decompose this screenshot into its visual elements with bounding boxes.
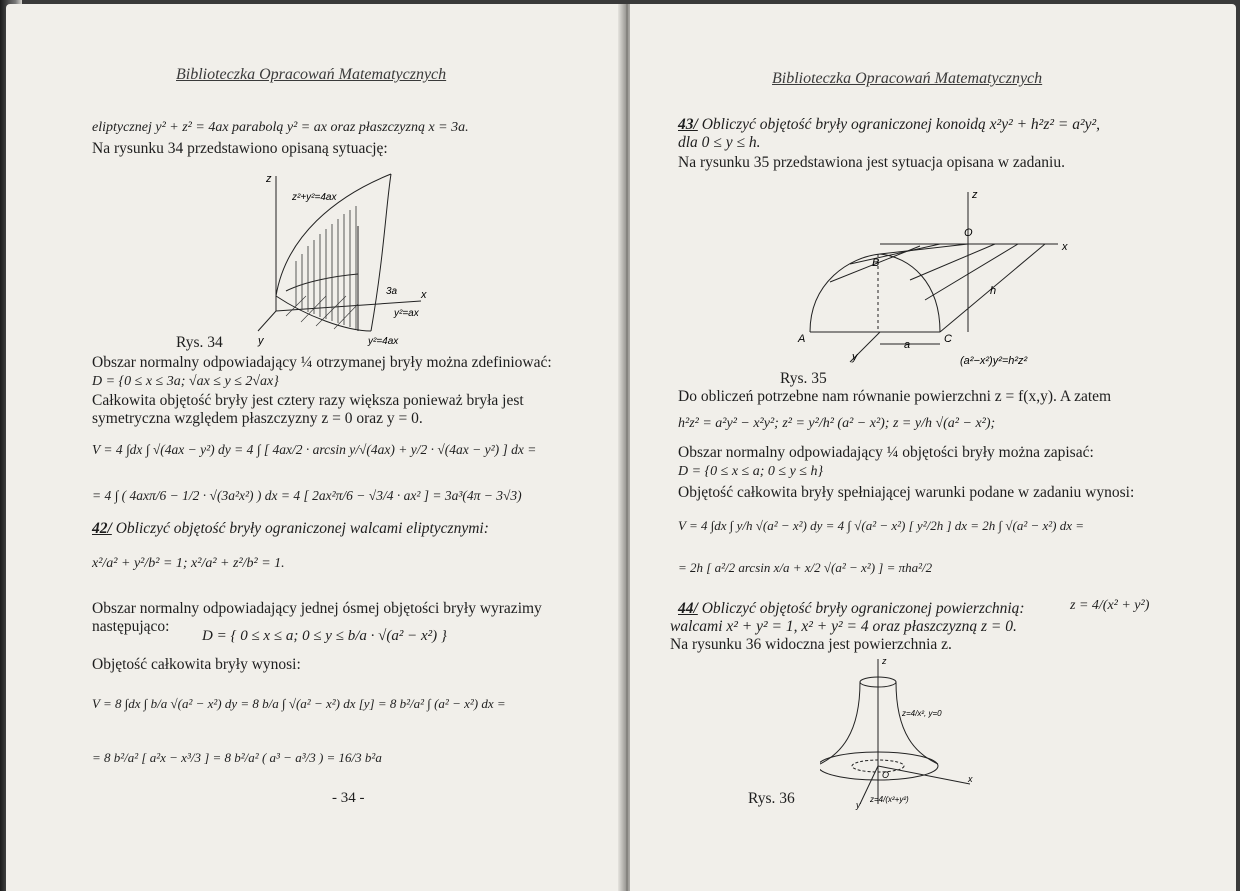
- symmetric-text: symetryczna względem płaszczyzny z = 0 oraz y = 0.: [92, 410, 423, 427]
- equation: = 2h [ a²/2 arcsin x/a + x/2 √(a² − x²) ] = πha²/2: [678, 560, 933, 575]
- figure-34: [246, 166, 436, 366]
- axis-y-label: y: [852, 351, 858, 363]
- task-text: Obliczyć objętość bryły ograniczonej walcami eliptycznymi:: [115, 520, 489, 537]
- task-number: 42/: [92, 520, 112, 537]
- equation: = 4 ∫ ( 4axπ/6 − 1/2 · √(3a²x²) ) dx = 4 [ 2ax²π/6 − √3/4 · ax² ] = 3a³(4π − 3√3): [92, 488, 522, 503]
- volume-text: Objętość całkowita bryły wynosi:: [92, 656, 301, 673]
- region-text: Obszar normalny odpowiadający ¼ otrzymanej bryły można zdefiniować:: [92, 354, 552, 371]
- page-header: Biblioteczka Opracowań Matematycznych: [176, 66, 447, 83]
- region2-text: Obszar normalny odpowiadający jednej ósmej objętości bryły wyrazimy: [92, 600, 542, 617]
- axis-x-label: x: [968, 774, 973, 784]
- equation: V = 4 ∫dx ∫ y/h √(a² − x²) dy = 4 ∫ √(a² − x²) [ y²/2h ] dx = 2h ∫ √(a² − x²) dx =: [678, 518, 1085, 533]
- parabola-label: y²=ax: [394, 308, 419, 319]
- region2-definition: D = { 0 ≤ x ≤ a; 0 ≤ y ≤ b/a · √(a² − x²) }: [202, 628, 447, 644]
- surface-label: z=4/(x²+y²): [870, 795, 909, 804]
- top-curve-label: z=4/x², y=0: [902, 709, 942, 718]
- equation: V = 4 ∫dx ∫ √(4ax − y²) dy = 4 ∫ [ 4ax/2 · arcsin y/√(4ax) + y/2 · √(4ax − y²) ] dx =: [92, 442, 537, 457]
- intro-line: eliptycznej y² + z² = 4ax parabolą y² = ax oraz płaszczyzną x = 3a.: [92, 120, 469, 135]
- axis-y-label: y: [856, 800, 861, 810]
- page-number: - 34 -: [332, 790, 365, 806]
- region-definition: D = {0 ≤ x ≤ 3a; √ax ≤ y ≤ 2√ax}: [92, 374, 279, 389]
- region-text: Obszar normalny odpowiadający ¼ objętości bryły można zapisać:: [678, 444, 1094, 461]
- length-a-label: a: [904, 339, 911, 351]
- surface-text: Do obliczeń potrzebne nam równanie powierzchni z = f(x,y). A zatem: [678, 388, 1112, 405]
- figure-35: [790, 182, 1090, 372]
- task2-line: walcami x² + y² = 1, x² + y² = 4 oraz płaszczyzną z = 0.: [670, 618, 1017, 635]
- surface-equation: h²z² = a²y² − x²y²; z² = y²/h² (a² − x²); z = y/h √(a² − x²);: [678, 416, 996, 431]
- axis-y-label: y: [258, 335, 264, 347]
- figure-caption: Rys. 35: [780, 370, 827, 387]
- point-o-label: O: [964, 227, 973, 239]
- task-43: [678, 116, 1100, 134]
- intro-line: Na rysunku 34 przedstawiono opisaną sytuację:: [92, 140, 388, 157]
- region2-text: następująco:: [92, 618, 170, 635]
- point-c-label: C: [944, 333, 952, 345]
- origin-label: O: [882, 770, 890, 780]
- task-number: 44/: [678, 600, 698, 617]
- surface-label: z²+y²=4ax: [292, 192, 337, 203]
- figure-intro: Na rysunku 35 przedstawiona jest sytuacja opisana w zadaniu.: [678, 154, 1065, 171]
- label-3a: 3a: [386, 286, 398, 297]
- task-text: Obliczyć objętość bryły ograniczonej powierzchnią:: [701, 600, 1025, 617]
- length-h-label: h: [990, 285, 997, 297]
- equation: V = 8 ∫dx ∫ b/a √(a² − x²) dy = 8 b/a ∫ √(a² − x²) dx [y] = 8 b²/a² ∫ (a² − x²) dx =: [92, 696, 506, 711]
- axis-z-label: z: [266, 173, 272, 185]
- task2-equation: z = 4/(x² + y²): [1070, 598, 1150, 613]
- figure2-intro: Na rysunku 36 widoczna jest powierzchnia z.: [670, 636, 952, 653]
- figure-caption: Rys. 34: [176, 334, 223, 351]
- left-page: [6, 4, 626, 891]
- task-number: 43/: [678, 116, 698, 133]
- figure-caption: Rys. 36: [748, 790, 795, 807]
- axis-z-label: z: [972, 189, 978, 201]
- task-42: [92, 520, 489, 538]
- surface-equation-label: (a²−x²)y²=h²z²: [960, 355, 1028, 367]
- right-page: [630, 4, 1236, 891]
- point-a-label: A: [798, 333, 806, 345]
- axis-x-label: x: [1062, 241, 1068, 253]
- page-header: Biblioteczka Opracowań Matematycznych: [772, 70, 1043, 87]
- parabola-label-2: y²=4ax: [368, 336, 399, 347]
- point-b-label: B: [872, 257, 880, 269]
- total-text: Całkowita objętość bryły jest cztery razy większa ponieważ bryła jest: [92, 392, 524, 409]
- task-44: [678, 600, 1025, 618]
- axis-z-label: z: [882, 656, 887, 666]
- figure-36: [820, 654, 980, 814]
- axis-x-label: x: [421, 289, 427, 301]
- equation: = 8 b²/a² [ a²x − x³/3 ] = 8 b²/a² ( a³ − a³/3 ) = 16/3 b²a: [92, 750, 382, 765]
- task-text: Obliczyć objętość bryły ograniczonej konoidą x²y² + h²z² = a²y²,: [701, 116, 1101, 133]
- region-definition: D = {0 ≤ x ≤ a; 0 ≤ y ≤ h}: [678, 464, 824, 479]
- volume-text: Objętość całkowita bryły spełniającej warunki podane w zadaniu wynosi:: [678, 484, 1135, 501]
- task-condition: dla 0 ≤ y ≤ h.: [678, 134, 761, 151]
- ellipse-equations: x²/a² + y²/b² = 1; x²/a² + z²/b² = 1.: [92, 556, 285, 571]
